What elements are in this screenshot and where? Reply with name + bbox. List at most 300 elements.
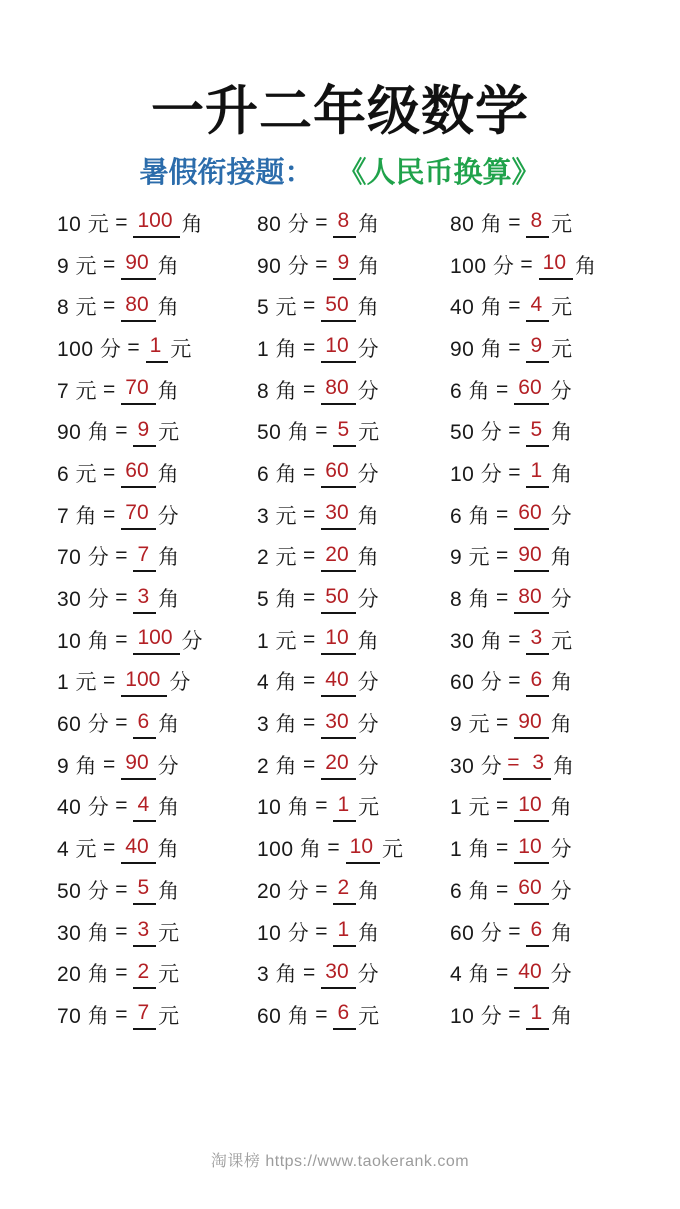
answer-value: 2 (137, 959, 150, 983)
answer-value: 50 (325, 292, 349, 316)
answer-value: 80 (518, 584, 542, 608)
answer-blank (333, 920, 356, 947)
question-text: 8 角 (450, 588, 491, 612)
unit-text: 分 (357, 588, 380, 612)
question-text: 2 角 (257, 754, 298, 778)
equation-row (450, 619, 640, 661)
answer-blank (514, 378, 548, 405)
answer-value: 1 (337, 792, 350, 816)
answer-blank (526, 628, 549, 655)
equation-row (450, 327, 640, 369)
answer-blank (514, 542, 548, 572)
equals-sign: = (496, 377, 509, 401)
equation-row (257, 827, 450, 869)
equation-row (57, 285, 257, 327)
subtitle (0, 154, 680, 192)
equation-row (257, 452, 450, 494)
answer-value: 9 (137, 417, 150, 441)
answer-value: 100 (137, 209, 173, 233)
answer-blank (321, 628, 355, 655)
question-text: 90 角 (450, 337, 503, 361)
question-text: 10 分 (450, 1004, 503, 1028)
question-text: 6 角 (257, 462, 298, 486)
unit-text: 角 (551, 1004, 573, 1028)
unit-text: 角 (358, 254, 380, 278)
answer-blank (321, 461, 355, 488)
unit-text: 角 (157, 296, 180, 320)
answer-value: 6 (530, 667, 543, 691)
answer-blank (121, 667, 167, 697)
equation-row (57, 869, 257, 911)
question-text: 60 角 (257, 1004, 310, 1028)
answer-value: 8 (530, 209, 543, 233)
unit-text: 角 (553, 754, 575, 778)
equals-sign: = (303, 502, 316, 526)
answer-value: 60 (325, 459, 349, 483)
equals-sign: = (327, 836, 340, 860)
unit-text: 分 (181, 629, 204, 653)
unit-text: 角 (358, 879, 380, 903)
question-text: 10 分 (257, 921, 310, 945)
answer-value: 4 (530, 292, 543, 316)
equals-sign: = (115, 877, 128, 901)
question-text: 1 元 (450, 796, 491, 820)
question-text: 30 分 (450, 754, 503, 778)
answer-value: 8 (337, 209, 350, 233)
answer-value: 7 (137, 542, 150, 566)
question-text: 5 元 (257, 296, 298, 320)
unit-text: 元 (358, 421, 380, 445)
unit-text: 角 (358, 921, 380, 945)
equation-row (450, 244, 640, 286)
equation-row (450, 285, 640, 327)
answer-blank (321, 542, 355, 572)
question-text: 10 元 (57, 212, 110, 236)
equation-row (257, 911, 450, 953)
equation-row (257, 702, 450, 744)
unit-text: 分 (357, 754, 380, 778)
equation-row (57, 577, 257, 619)
answer-value: 90 (125, 751, 149, 775)
answer-value: 3 (137, 584, 150, 608)
unit-text: 元 (358, 1004, 380, 1028)
answer-value: 10 (518, 792, 542, 816)
question-text: 100 角 (257, 838, 322, 862)
equals-sign: = (103, 252, 116, 276)
equation-row (450, 827, 640, 869)
question-text: 10 角 (57, 629, 110, 653)
equation-row (450, 702, 640, 744)
answer-blank (133, 542, 156, 572)
equals-sign: = (303, 586, 316, 610)
question-text: 6 角 (450, 879, 491, 903)
answer-blank (321, 378, 355, 405)
unit-text: 分 (157, 504, 180, 528)
answer-value: 10 (325, 334, 349, 358)
equals-sign: = (496, 544, 509, 568)
unit-text: 元 (158, 1004, 180, 1028)
question-text: 8 角 (257, 379, 298, 403)
equation-row (257, 786, 450, 828)
question-text: 50 分 (57, 879, 110, 903)
equals-sign: = (103, 460, 116, 484)
unit-text: 角 (157, 462, 180, 486)
question-text: 30 角 (450, 629, 503, 653)
answer-value: 40 (518, 959, 542, 983)
question-text: 60 分 (57, 713, 110, 737)
equation-row (57, 911, 257, 953)
equation-row (450, 911, 640, 953)
unit-text: 分 (169, 671, 191, 695)
question-text: 70 分 (57, 546, 110, 570)
answer-blank (133, 959, 156, 989)
answer-value: 90 (518, 709, 542, 733)
unit-text: 分 (550, 588, 573, 612)
answer-blank (514, 503, 548, 530)
equals-sign: = (315, 919, 328, 943)
answer-value: 90 (518, 542, 542, 566)
equation-row (450, 869, 640, 911)
answer-value: 1 (530, 1001, 543, 1025)
equals-sign: = (520, 252, 533, 276)
equals-sign: = (303, 335, 316, 359)
answer-value: 30 (325, 501, 349, 525)
question-text: 8 元 (57, 296, 98, 320)
answer-blank (321, 959, 355, 989)
question-text: 1 角 (450, 838, 491, 862)
equals-sign: = (303, 711, 316, 735)
question-text: 1 元 (257, 629, 298, 653)
equals-sign: = (103, 836, 116, 860)
question-text: 20 分 (257, 879, 310, 903)
unit-text: 元 (170, 337, 192, 361)
question-text: 6 角 (450, 379, 491, 403)
equals-sign: = (496, 877, 509, 901)
equals-sign: = (103, 752, 116, 776)
answer-value: 70 (125, 376, 149, 400)
question-text: 4 角 (450, 963, 491, 987)
answer-value: 60 (518, 876, 542, 900)
answer-value: 60 (125, 459, 149, 483)
unit-text: 角 (550, 546, 573, 570)
answer-blank (333, 792, 356, 822)
answer-value: 3 (137, 918, 150, 942)
equation-row (450, 786, 640, 828)
equation-row (57, 744, 257, 786)
equation-row (257, 410, 450, 452)
equals-sign: = (303, 544, 316, 568)
answer-value: 1 (149, 334, 162, 358)
answer-value: 20 (325, 542, 349, 566)
question-text: 7 角 (57, 504, 98, 528)
answer-blank (321, 584, 355, 614)
unit-text: 角 (550, 713, 573, 737)
answer-blank (121, 378, 155, 405)
answer-blank (503, 753, 551, 780)
answer-value: 5 (137, 876, 150, 900)
question-text: 90 角 (57, 421, 110, 445)
unit-text: 分 (357, 963, 380, 987)
answer-blank (321, 292, 355, 322)
unit-text: 分 (357, 671, 380, 695)
answer-value: 9 (337, 251, 350, 275)
unit-text: 角 (158, 796, 180, 820)
answer-value: 30 (325, 709, 349, 733)
worksheet-column-1 (57, 202, 257, 1036)
question-text: 80 分 (257, 212, 310, 236)
answer-blank (514, 834, 548, 864)
answer-blank (514, 959, 548, 989)
unit-text: 元 (382, 838, 404, 862)
answer-blank (526, 1003, 549, 1030)
answer-value: 7 (137, 1001, 150, 1025)
unit-text: 分 (157, 754, 180, 778)
answer-value: 10 (349, 834, 373, 858)
equals-sign-red: = (507, 751, 520, 775)
equation-row (57, 994, 257, 1036)
question-text: 70 角 (57, 1004, 110, 1028)
question-text: 30 角 (57, 921, 110, 945)
answer-blank (321, 667, 355, 697)
equation-row (450, 744, 640, 786)
answer-blank (321, 709, 355, 739)
answer-value: 20 (325, 751, 349, 775)
unit-text: 元 (358, 796, 380, 820)
answer-blank (121, 834, 155, 864)
equals-sign: = (115, 711, 128, 735)
equals-sign: = (115, 919, 128, 943)
equation-row (450, 452, 640, 494)
equation-row (57, 369, 257, 411)
question-text: 30 分 (57, 588, 110, 612)
question-text: 80 角 (450, 212, 503, 236)
equation-row (57, 661, 257, 703)
unit-text: 元 (158, 921, 180, 945)
question-text: 50 分 (450, 421, 503, 445)
unit-text: 分 (357, 379, 380, 403)
unit-text: 元 (158, 421, 180, 445)
answer-blank (526, 417, 549, 447)
answer-blank (133, 1003, 156, 1030)
equation-row (57, 702, 257, 744)
answer-blank (321, 753, 355, 780)
answer-blank (333, 1003, 356, 1030)
question-text: 3 角 (257, 713, 298, 737)
question-text: 20 角 (57, 963, 110, 987)
answer-blank (346, 834, 380, 864)
equals-sign: = (303, 669, 316, 693)
equals-sign: = (508, 1002, 521, 1026)
question-text: 5 角 (257, 588, 298, 612)
equals-sign: = (315, 1002, 328, 1026)
unit-text: 角 (157, 838, 180, 862)
equals-sign: = (115, 419, 128, 443)
answer-value: 30 (325, 959, 349, 983)
answer-value: 4 (137, 792, 150, 816)
equation-row (450, 577, 640, 619)
question-text: 9 元 (450, 546, 491, 570)
answer-blank (121, 253, 155, 280)
unit-text: 角 (357, 546, 380, 570)
answer-blank (514, 584, 548, 614)
equation-row (57, 327, 257, 369)
equals-sign: = (303, 627, 316, 651)
equals-sign: = (496, 711, 509, 735)
unit-text: 元 (551, 337, 573, 361)
question-text: 100 分 (450, 254, 515, 278)
answer-blank (526, 920, 549, 947)
unit-text: 分 (550, 879, 573, 903)
unit-text: 分 (550, 504, 573, 528)
question-text: 40 角 (450, 296, 503, 320)
answer-blank (121, 461, 155, 488)
answer-blank (526, 292, 549, 322)
equals-sign: = (496, 502, 509, 526)
answer-blank (133, 792, 156, 822)
unit-text: 角 (181, 212, 204, 236)
equation-row (450, 536, 640, 578)
question-text: 6 元 (57, 462, 98, 486)
answer-blank (333, 417, 356, 447)
unit-text: 角 (157, 254, 180, 278)
question-text: 40 分 (57, 796, 110, 820)
answer-blank (146, 336, 169, 363)
equation-row (57, 452, 257, 494)
unit-text: 元 (551, 296, 573, 320)
answer-blank (133, 878, 156, 905)
answer-value: 5 (530, 417, 543, 441)
equals-sign: = (115, 210, 128, 234)
answer-blank (133, 628, 179, 655)
answer-blank (526, 336, 549, 363)
answer-value: 5 (337, 417, 350, 441)
answer-blank (133, 584, 156, 614)
equals-sign: = (508, 294, 521, 318)
equals-sign: = (508, 210, 521, 234)
question-text: 9 元 (57, 254, 98, 278)
equation-row (257, 327, 450, 369)
unit-text: 角 (357, 296, 380, 320)
equation-row (450, 410, 640, 452)
answer-value: 50 (325, 584, 349, 608)
equation-row (257, 661, 450, 703)
answer-value: 100 (137, 626, 173, 650)
equals-sign: = (303, 377, 316, 401)
equals-sign: = (496, 794, 509, 818)
answer-value: 80 (325, 376, 349, 400)
equation-row (57, 536, 257, 578)
equation-row (257, 619, 450, 661)
unit-text: 分 (357, 713, 380, 737)
subtitle-book-title: 《人民币换算》 (337, 157, 541, 189)
footer-watermark: 淘课榜 https://www.taokerank.com (210, 1153, 470, 1170)
unit-text: 分 (357, 462, 380, 486)
question-text: 3 角 (257, 963, 298, 987)
answer-blank (333, 253, 356, 280)
answer-value: 1 (337, 918, 350, 942)
answer-value: 6 (137, 709, 150, 733)
answer-blank (526, 211, 549, 238)
equals-sign: = (315, 252, 328, 276)
answer-blank (121, 292, 155, 322)
unit-text: 角 (551, 671, 573, 695)
equals-sign: = (508, 919, 521, 943)
equals-sign: = (315, 419, 328, 443)
answer-blank (514, 709, 548, 739)
unit-text: 角 (551, 462, 573, 486)
answer-value: 90 (125, 251, 149, 275)
equals-sign: = (115, 794, 128, 818)
equation-row (450, 952, 640, 994)
answer-value: 2 (337, 876, 350, 900)
question-text: 4 角 (257, 671, 298, 695)
unit-text: 角 (551, 921, 573, 945)
equals-sign: = (315, 877, 328, 901)
equation-row (257, 202, 450, 244)
answer-blank (333, 211, 356, 238)
equation-row (257, 994, 450, 1036)
question-text: 100 分 (57, 337, 122, 361)
answer-blank (121, 753, 155, 780)
equation-row (57, 202, 257, 244)
equation-row (57, 952, 257, 994)
answer-value: 3 (530, 626, 543, 650)
question-text: 90 分 (257, 254, 310, 278)
answer-value: 100 (125, 667, 161, 691)
answer-blank (526, 461, 549, 488)
answer-blank (514, 878, 548, 905)
answer-value: 6 (530, 918, 543, 942)
equals-sign: = (303, 294, 316, 318)
equals-sign: = (103, 377, 116, 401)
question-text: 6 角 (450, 504, 491, 528)
question-text: 2 元 (257, 546, 298, 570)
question-text: 7 元 (57, 379, 98, 403)
equation-row (57, 244, 257, 286)
unit-text: 角 (157, 379, 180, 403)
equals-sign: = (496, 961, 509, 985)
equals-sign: = (115, 1002, 128, 1026)
answer-value: 60 (518, 376, 542, 400)
equals-sign: = (115, 961, 128, 985)
answer-value: 70 (125, 501, 149, 525)
equals-sign: = (103, 669, 116, 693)
question-text: 10 分 (450, 462, 503, 486)
equals-sign: = (496, 586, 509, 610)
unit-text: 角 (358, 212, 380, 236)
worksheet-column-2 (257, 202, 450, 1036)
question-text: 4 元 (57, 838, 98, 862)
equation-row (257, 869, 450, 911)
unit-text: 元 (551, 629, 573, 653)
equals-sign: = (115, 544, 128, 568)
unit-text: 角 (357, 629, 380, 653)
equals-sign: = (127, 335, 140, 359)
equals-sign: = (115, 627, 128, 651)
equals-sign: = (115, 586, 128, 610)
equation-row (257, 244, 450, 286)
answer-blank (333, 878, 356, 905)
answer-blank (514, 792, 548, 822)
question-text: 3 元 (257, 504, 298, 528)
question-text: 60 分 (450, 921, 503, 945)
subtitle-prefix: 暑假衔接题： (139, 157, 314, 189)
answer-value: 10 (542, 251, 566, 275)
equals-sign: = (508, 669, 521, 693)
answer-blank (321, 503, 355, 530)
equation-row (57, 410, 257, 452)
answer-value: 60 (518, 501, 542, 525)
